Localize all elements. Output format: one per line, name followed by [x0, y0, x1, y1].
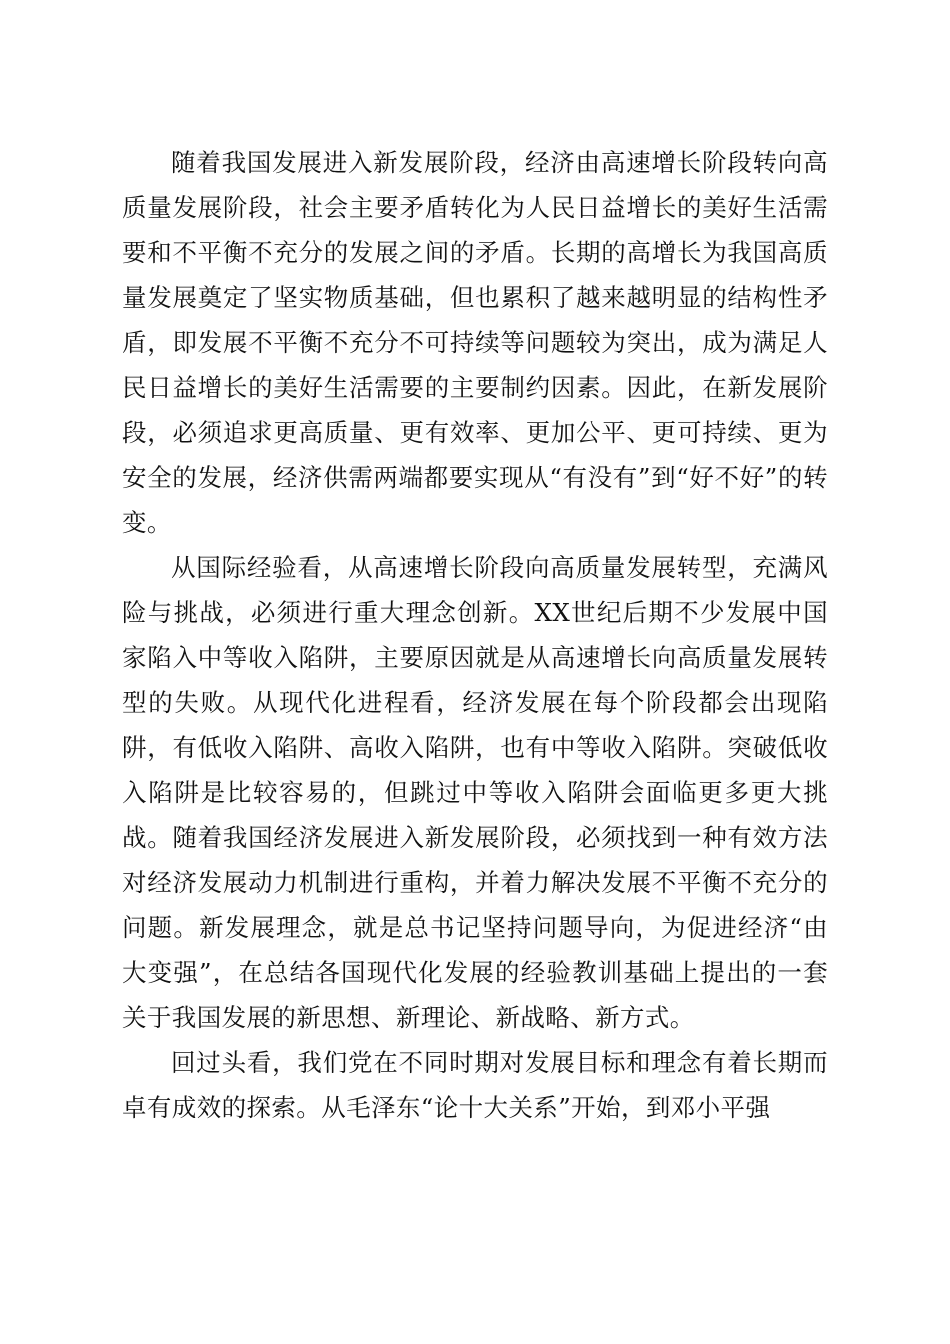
- paragraph-3: 回过头看，我们党在不同时期对发展目标和理念有着长期而卓有成效的探索。从毛泽东“论十大关系”开始，到邓小平强: [122, 1048, 828, 1122]
- paragraph-2: 从国际经验看，从高速增长阶段向高质量发展转型，充满风险与挑战，必须进行重大理念创新。XX世纪后期不少发展中国家陷入中等收入陷阱，主要原因就是从高速增长向高质量发展转型的失败。从现代化进程看，经济发展在每个阶段都会出现陷阱，有低收入陷阱、高收入陷阱，也有中等收入陷阱。突破低收入陷阱是比较容易的，但跳过中等收入陷阱会面临更多更大挑战。随着我国经济发展进入新发展阶段，必须找到一种有效方法对经济发展动力机制进行重构，并着力解决发展不平衡不充分的问题。新发展理念，就是总书记坚持问题导向，为促进经济“由大变强”，在总结各国现代化发展的经验教训基础上提出的一套关于我国发展的新思想、新理论、新战略、新方式。: [122, 553, 828, 1032]
- document-body: [122, 140, 828, 1130]
- paragraph-1: 随着我国发展进入新发展阶段，经济由高速增长阶段转向高质量发展阶段，社会主要矛盾转化为人民日益增长的美好生活需要和不平衡不充分的发展之间的矛盾。长期的高增长为我国高质量发展奠定了坚实物质基础，但也累积了越来越明显的结构性矛盾，即发展不平衡不充分不可持续等问题较为突出，成为满足人民日益增长的美好生活需要的主要制约因素。因此，在新发展阶段，必须追求更高质量、更有效率、更加公平、更可持续、更为安全的发展，经济供需两端都要实现从“有没有”到“好不好”的转变。: [122, 148, 828, 537]
